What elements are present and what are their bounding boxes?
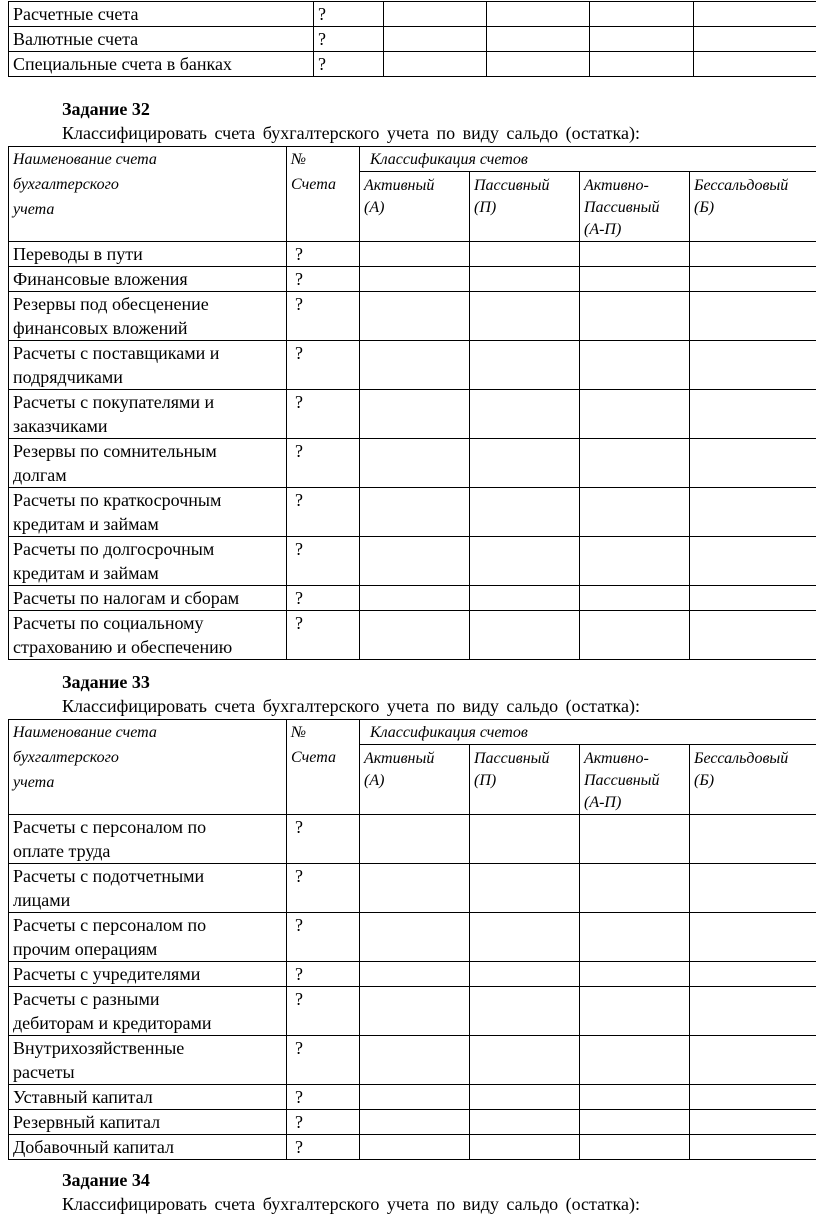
classification-cell [470, 864, 580, 913]
header-active: Активный (А) [360, 745, 470, 815]
classification-cell [360, 1036, 470, 1085]
classification-cell [470, 962, 580, 987]
account-number: ? [287, 962, 360, 987]
classification-cell [470, 586, 580, 611]
header-passive: Пассивный (П) [470, 745, 580, 815]
table-row [9, 390, 816, 439]
classification-cell [360, 987, 470, 1036]
account-number: ? [287, 987, 360, 1036]
table-row [9, 962, 816, 987]
table-row [9, 1085, 816, 1110]
classification-cell [690, 1036, 816, 1085]
account-name: Специальные счета в банках [9, 52, 314, 77]
classification-cell [580, 390, 690, 439]
account-name: Расчеты с поставщиками и подрядчиками [9, 341, 287, 390]
top-table [8, 1, 816, 77]
account-name: Расчеты с покупателями и заказчиками [9, 390, 287, 439]
header-no-balance: Бессальдовый (Б) [690, 172, 816, 242]
classification-cell [580, 1110, 690, 1135]
table-row [9, 242, 816, 267]
classification-cell [580, 611, 690, 660]
classification-cell [360, 962, 470, 987]
task-33-heading [62, 670, 640, 718]
classification-cell [470, 1135, 580, 1160]
account-number: ? [287, 1085, 360, 1110]
classification-cell [360, 341, 470, 390]
header-active-passive: Активно- Пассивный (А-П) [580, 745, 690, 815]
account-number: ? [287, 1135, 360, 1160]
account-name: Резервный капитал [9, 1110, 287, 1135]
account-number: ? [287, 292, 360, 341]
table-row [9, 439, 816, 488]
task-34-subtitle: Классифицировать счета бухгалтерского учета по виду сальдо (остатка): [62, 1194, 640, 1214]
account-number: ? [287, 439, 360, 488]
account-number: ? [287, 341, 360, 390]
classification-cell [360, 913, 470, 962]
header-account-number: № Счета [287, 147, 360, 242]
account-number: ? [287, 586, 360, 611]
classification-cell [470, 341, 580, 390]
account-name: Расчеты по долгосрочным кредитам и займам [9, 537, 287, 586]
task-33-table [8, 719, 816, 1160]
account-number: ? [287, 1036, 360, 1085]
table-row [9, 488, 816, 537]
task-32-subtitle: Классифицировать счета бухгалтерского учета по виду сальдо (остатка): [62, 123, 640, 143]
account-number: ? [287, 537, 360, 586]
table-row [9, 864, 816, 913]
account-name: Расчеты с подотчетными лицами [9, 864, 287, 913]
classification-cell [690, 586, 816, 611]
account-name: Переводы в пути [9, 242, 287, 267]
table-row [9, 1036, 816, 1085]
account-number: ? [314, 27, 384, 52]
classification-cell [360, 267, 470, 292]
header-active: Активный (А) [360, 172, 470, 242]
classification-cell [470, 537, 580, 586]
header-classification: Классификация счетов [360, 147, 816, 172]
classification-cell [470, 611, 580, 660]
account-name: Расчеты с персоналом по прочим операциям [9, 913, 287, 962]
classification-cell [470, 390, 580, 439]
account-number: ? [287, 1110, 360, 1135]
classification-cell [690, 962, 816, 987]
table-header-row [9, 720, 816, 745]
classification-cell [580, 987, 690, 1036]
classification-cell [580, 815, 690, 864]
table-row [9, 2, 816, 27]
classification-cell [580, 1036, 690, 1085]
task-33-title: Задание 33 [62, 672, 150, 692]
classification-cell [690, 913, 816, 962]
classification-cell [580, 1135, 690, 1160]
classification-cell [580, 341, 690, 390]
account-number: ? [287, 242, 360, 267]
header-account-number: № Счета [287, 720, 360, 815]
account-name: Добавочный капитал [9, 1135, 287, 1160]
table-row [9, 52, 816, 77]
header-passive: Пассивный (П) [470, 172, 580, 242]
task-32-table [8, 146, 816, 660]
classification-cell [470, 987, 580, 1036]
account-number: ? [314, 2, 384, 27]
table-row [9, 611, 816, 660]
classification-cell [470, 1036, 580, 1085]
task-34-heading [62, 1168, 640, 1216]
classification-cell [470, 292, 580, 341]
classification-cell [580, 962, 690, 987]
classification-cell [580, 267, 690, 292]
table-row [9, 987, 816, 1036]
account-number: ? [287, 864, 360, 913]
classification-cell [470, 1110, 580, 1135]
classification-cell [580, 1085, 690, 1110]
account-name: Уставный капитал [9, 1085, 287, 1110]
table-row [9, 267, 816, 292]
account-number: ? [287, 815, 360, 864]
task-33-subtitle: Классифицировать счета бухгалтерского учета по виду сальдо (остатка): [62, 696, 640, 716]
classification-cell [470, 913, 580, 962]
classification-cell [360, 242, 470, 267]
classification-cell [470, 815, 580, 864]
classification-cell [580, 913, 690, 962]
classification-cell [360, 537, 470, 586]
classification-cell [690, 341, 816, 390]
account-name: Расчетные счета [9, 2, 314, 27]
table-row [9, 586, 816, 611]
table-row [9, 27, 816, 52]
account-name: Расчеты по краткосрочным кредитам и займам [9, 488, 287, 537]
account-number: ? [287, 913, 360, 962]
table-row [9, 292, 816, 341]
classification-cell [470, 267, 580, 292]
classification-cell [470, 488, 580, 537]
account-number: ? [287, 390, 360, 439]
account-name: Расчеты с разными дебиторам и кредиторами [9, 987, 287, 1036]
classification-cell [690, 439, 816, 488]
table-row [9, 537, 816, 586]
classification-cell [690, 987, 816, 1036]
task-34-title: Задание 34 [62, 1170, 150, 1190]
classification-cell [470, 1085, 580, 1110]
classification-cell [360, 390, 470, 439]
header-active-passive: Активно- Пассивный (А-П) [580, 172, 690, 242]
table-row [9, 341, 816, 390]
account-name: Финансовые вложения [9, 267, 287, 292]
classification-cell [360, 1085, 470, 1110]
account-number: ? [287, 488, 360, 537]
classification-cell [360, 815, 470, 864]
header-no-balance: Бессальдовый (Б) [690, 745, 816, 815]
classification-cell [690, 537, 816, 586]
classification-cell [580, 292, 690, 341]
classification-cell [690, 488, 816, 537]
classification-cell [690, 242, 816, 267]
table-row [9, 913, 816, 962]
classification-cell [690, 815, 816, 864]
task-32-heading [62, 97, 640, 145]
classification-cell [360, 864, 470, 913]
classification-cell [360, 1110, 470, 1135]
account-name: Внутрихозяйственные расчеты [9, 1036, 287, 1085]
classification-cell [580, 864, 690, 913]
classification-cell [360, 611, 470, 660]
classification-cell [690, 1135, 816, 1160]
account-name: Резервы по сомнительным долгам [9, 439, 287, 488]
classification-cell [690, 267, 816, 292]
classification-cell [360, 1135, 470, 1160]
classification-cell [580, 242, 690, 267]
header-account-name: Наименование счета бухгалтерского учета [9, 147, 287, 242]
task-32-title: Задание 32 [62, 99, 150, 119]
classification-cell [690, 390, 816, 439]
header-classification: Классификация счетов [360, 720, 816, 745]
account-number: ? [314, 52, 384, 77]
classification-cell [470, 242, 580, 267]
account-number: ? [287, 611, 360, 660]
account-name: Расчеты с учредителями [9, 962, 287, 987]
classification-cell [580, 586, 690, 611]
classification-cell [360, 439, 470, 488]
account-name: Расчеты с персоналом по оплате труда [9, 815, 287, 864]
account-name: Расчеты по налогам и сборам [9, 586, 287, 611]
classification-cell [580, 439, 690, 488]
classification-cell [580, 488, 690, 537]
classification-cell [360, 292, 470, 341]
table-row [9, 815, 816, 864]
classification-cell [360, 586, 470, 611]
header-account-name: Наименование счета бухгалтерского учета [9, 720, 287, 815]
classification-cell [690, 1085, 816, 1110]
table-row [9, 1110, 816, 1135]
classification-cell [580, 537, 690, 586]
classification-cell [690, 1110, 816, 1135]
account-number: ? [287, 267, 360, 292]
table-row [9, 1135, 816, 1160]
classification-cell [690, 864, 816, 913]
account-name: Расчеты по социальному страхованию и обеспечению [9, 611, 287, 660]
account-name: Резервы под обесценение финансовых вложений [9, 292, 287, 341]
classification-cell [360, 488, 470, 537]
classification-cell [690, 292, 816, 341]
account-name: Валютные счета [9, 27, 314, 52]
classification-cell [470, 439, 580, 488]
classification-cell [690, 611, 816, 660]
table-header-row [9, 147, 816, 172]
